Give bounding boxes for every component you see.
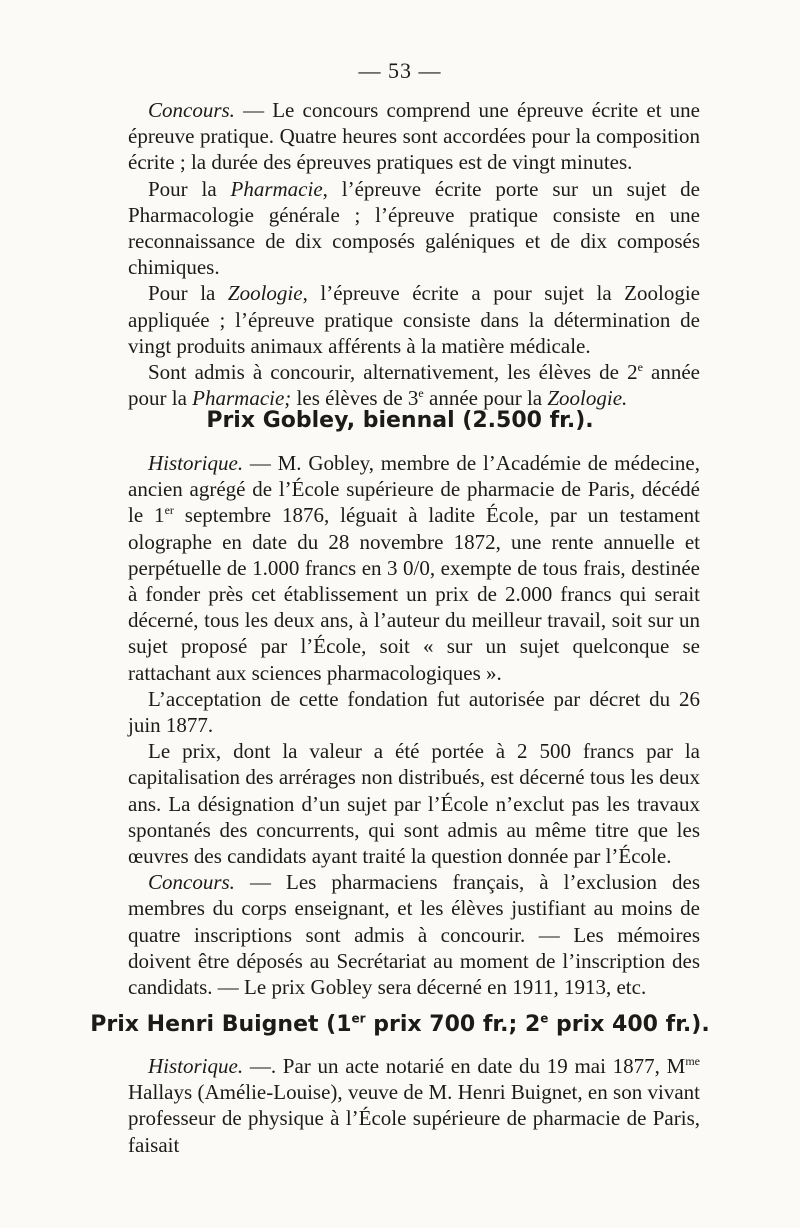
paragraph	[128, 359, 700, 411]
emphasis: Pharmacie	[230, 176, 323, 201]
superscript: e	[637, 360, 643, 375]
paragraph-text: les élèves de 3	[291, 386, 419, 411]
paragraph-text: , l’épreuve écrite porte sur un sujet de Pharmacologie générale ; l’épreuve pratique consiste en une reconnaissance de dix composés galéniques et de dix composés chimiques.	[128, 176, 700, 280]
buignet-section	[128, 1053, 700, 1158]
superscript: er	[351, 1011, 366, 1026]
emphasis: Zoologie	[227, 281, 303, 306]
paragraph	[128, 97, 700, 176]
section-heading-gobley: Prix Gobley, biennal (2.500 fr.).	[206, 408, 594, 433]
paragraph-label: Historique.	[148, 1054, 244, 1078]
gobley-section	[128, 450, 700, 1000]
paragraph	[128, 280, 700, 359]
paragraph-label: Concours.	[148, 870, 235, 895]
paragraph-label: Historique.	[148, 451, 244, 475]
paragraph: Le prix, dont la valeur a été portée à 2 500 francs par la capitalisation des arrérages non distribués, est décerné tous les deux ans. La désignation d’un sujet par l’École n’exclut pas les travaux spontanés des concurrents, qui sont admis au même titre que les œuvres des candidats ayant traité la question donnée par l’École.	[128, 739, 700, 869]
heading-text: prix 400 fr.).	[548, 1012, 710, 1037]
paragraph-text: septembre 1876, léguait à ladite École, par un testament olographe en date du 28 novembre 1872, une rente annuelle et perpétuelle de 1.000 francs en 3 0/0, exempte de tous frais, destinée à fonder près cet établissement un prix de 2.000 francs qui serait décerné, tous les deux ans, à l’auteur du meilleur travail, soit sur un sujet proposé par l’École, soit « sur un sujet quelconque se rattachant aux sciences pharmacologiques ».	[128, 503, 701, 685]
paragraph	[128, 450, 700, 686]
paragraph-text: — M. Gobley, membre de l’Académie de médecine, ancien agrégé de l’École supérieure de pharmacie de Paris, décédé le 1	[128, 451, 700, 528]
paragraph-text: Sont admis à concourir, alternativement, les élèves de 2	[148, 360, 638, 385]
paragraph-text: Pour la	[148, 281, 228, 306]
page-number: — 53 —	[358, 58, 442, 83]
paragraph-text: —. Par un acte notarié en date du 19 mai 1877, M	[243, 1054, 686, 1078]
superscript: e	[418, 386, 424, 401]
paragraph-text: — Les pharmaciens français, à l’exclusion des membres du corps enseignant, et les élèves justifiant au moins de quatre inscriptions sont admis à concourir. — Les mémoires doivent être déposés au Secrétariat au moment de l’inscription des candidats. — Le prix Gobley sera décerné en 1911, 1913, etc.	[128, 870, 700, 1000]
paragraph-text: année pour la	[128, 360, 700, 411]
paragraph-text: année pour la	[423, 386, 548, 411]
paragraph: L’acceptation de cette fondation fut autorisée par décret du 26 juin 1877.	[128, 686, 700, 738]
concours-section	[128, 97, 700, 411]
superscript: er	[164, 503, 174, 518]
paragraph	[128, 176, 700, 281]
section-heading-buignet	[0, 1012, 800, 1037]
superscript: me	[685, 1054, 700, 1068]
paragraph-text: — Le concours comprend une épreuve écrite et une épreuve pratique. Quatre heures sont accordées pour la composition écrite ; la durée des épreuves pratiques est de vingt minutes.	[128, 98, 700, 175]
heading-text: Prix Henri Buignet (1	[90, 1012, 352, 1037]
paragraph	[128, 1053, 700, 1158]
paragraph-text: Pour la	[148, 176, 231, 201]
emphasis: Pharmacie;	[192, 386, 292, 411]
paragraph-text: Hallays (Amélie-Louise), veuve de M. Henri Buignet, en son vivant professeur de physique à l’École supérieure de pharmacie de Paris, faisait	[128, 1080, 700, 1157]
emphasis: Zoologie.	[547, 386, 628, 411]
paragraph-label: Concours.	[148, 98, 235, 122]
heading-text: prix 700 fr.; 2	[365, 1012, 541, 1037]
paragraph	[128, 869, 700, 1000]
paragraph-text: , l’épreuve écrite a pour sujet la Zoologie appliquée ; l’épreuve pratique consiste dans la détermination de vingt produits animaux afférents à la matière médicale.	[128, 281, 701, 358]
superscript: e	[540, 1011, 549, 1026]
